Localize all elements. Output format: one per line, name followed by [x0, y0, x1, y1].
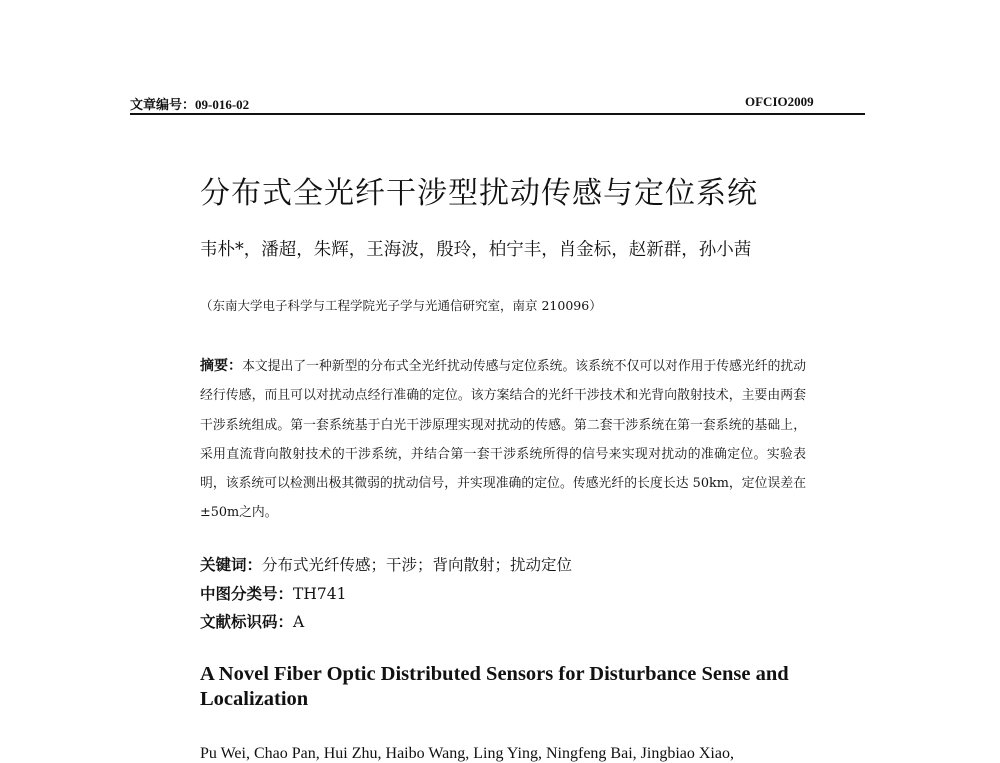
abstract-label: 摘要： — [200, 358, 243, 374]
keywords — [200, 553, 572, 575]
abstract — [200, 352, 806, 528]
document-code-label: 文献标识码： — [200, 612, 294, 631]
author-list: 韦朴*，潘超，朱辉，王海波，殷玲，柏宁丰，肖金标，赵新群，孙小茜 — [200, 240, 752, 260]
english-author-list: Pu Wei, Chao Pan, Hui Zhu, Haibo Wang, Ling Ying, Ningfeng Bai, Jingbiao Xiao, — [200, 745, 734, 762]
keywords-label: 关键词： — [200, 555, 263, 574]
article-number: 文章编号：09-016-02 — [130, 97, 250, 112]
classification-label: 中图分类号： — [200, 584, 294, 603]
english-title: A Novel Fiber Optic Distributed Sensors for Disturbance Sense and Localization — [200, 663, 789, 710]
conference-label: OFCIO2009 — [745, 94, 814, 109]
paper-title: 分布式全光纤干涉型扰动传感与定位系统 — [200, 176, 758, 211]
classification-text: TH741 — [293, 585, 347, 603]
document-code — [200, 610, 304, 632]
classification-number — [200, 582, 346, 604]
abstract-text: 本文提出了一种新型的分布式全光纤扰动传感与定位系统。该系统不仅可以对作用于传感光纤的扰动经行传感，而且可以对扰动点经行准确的定位。该方案结合的光纤干涉技术和光背向散射技术，主要由两套干涉系统组成。第一套系统基于白光干涉原理实现对扰动的传感。第二套干涉系统在第一套系统的基础上，采用直流背向散射技术的干涉系统，并结合第一套干涉系统所得的信号来实现对扰动的准确定位。实验表明，该系统可以检测出极其微弱的扰动信号，并实现准确的定位。传感光纤的长度长达 50km，定位误差在±50m之内。 — [200, 359, 807, 521]
document-code-text: A — [293, 613, 305, 631]
header-divider — [130, 113, 865, 115]
keywords-text: 分布式光纤传感；干涉；背向散射；扰动定位 — [262, 556, 573, 574]
affiliation: （东南大学电子科学与工程学院光子学与光通信研究室，南京 210096） — [200, 298, 602, 313]
